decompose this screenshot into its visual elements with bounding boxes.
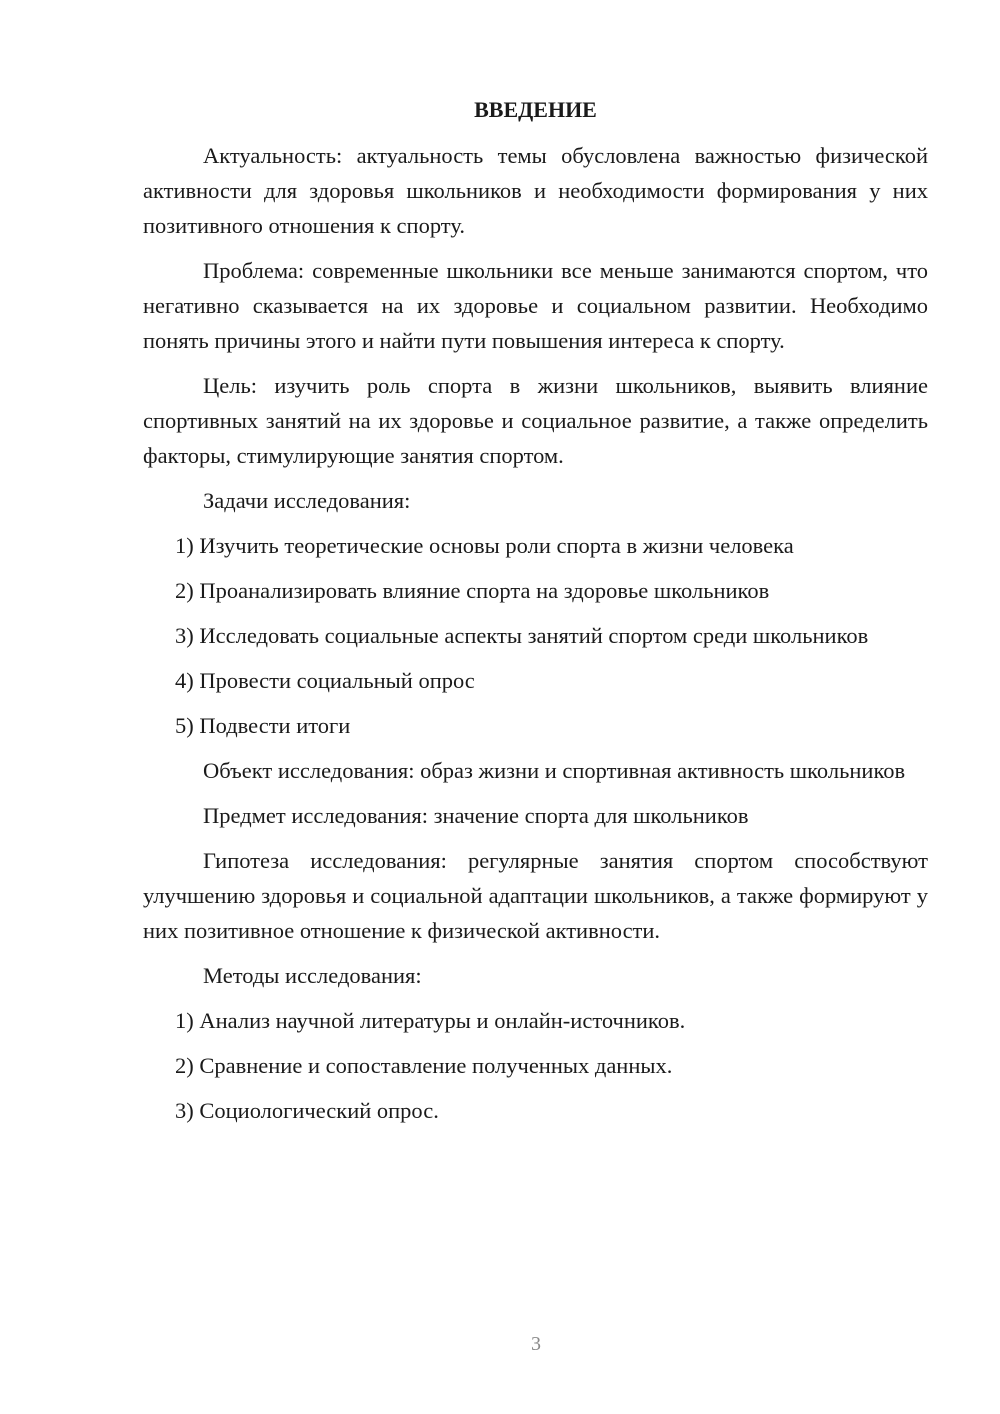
relevance-paragraph: Актуальность: актуальность темы обусловлена важностью физической активности для здоровья школьников и необходимости формирования у них позитивного отношения к спорту. bbox=[143, 143, 928, 238]
hypothesis-paragraph: Гипотеза исследования: регулярные занятия спортом способствуют улучшению здоровья и социальной адаптации школьников, а также формируют у них позитивное отношение к физической активности. bbox=[143, 848, 928, 943]
document-page bbox=[143, 92, 928, 1138]
problem-paragraph: Проблема: современные школьники все меньше занимаются спортом, что негативно сказывается на их здоровье и социальном развитии. Необходимо понять причины этого и найти пути повышения интереса к спорту. bbox=[143, 258, 928, 353]
page-number: 3 bbox=[531, 1333, 541, 1355]
method-item-1: 1) Анализ научной литературы и онлайн-источников. bbox=[175, 1008, 686, 1033]
task-item-2: 2) Проанализировать влияние спорта на здоровье школьников bbox=[175, 578, 770, 603]
task-item-1: 1) Изучить теоретические основы роли спорта в жизни человека bbox=[175, 533, 794, 558]
method-item-3: 3) Социологический опрос. bbox=[175, 1098, 439, 1123]
subject-paragraph: Предмет исследования: значение спорта для школьников bbox=[203, 803, 749, 828]
method-item-2: 2) Сравнение и сопоставление полученных данных. bbox=[175, 1053, 673, 1078]
page-title: ВВЕДЕНИЕ bbox=[474, 97, 597, 122]
tasks-heading: Задачи исследования: bbox=[203, 488, 411, 513]
methods-heading: Методы исследования: bbox=[203, 963, 422, 988]
goal-paragraph: Цель: изучить роль спорта в жизни школьников, выявить влияние спортивных занятий на их здоровье и социальное развитие, а также определить факторы, стимулирующие занятия спортом. bbox=[143, 373, 928, 468]
task-item-4: 4) Провести социальный опрос bbox=[175, 668, 475, 693]
task-item-3: 3) Исследовать социальные аспекты занятий спортом среди школьников bbox=[175, 623, 869, 648]
task-item-5: 5) Подвести итоги bbox=[175, 713, 351, 738]
object-paragraph: Объект исследования: образ жизни и спортивная активность школьников bbox=[203, 758, 906, 783]
